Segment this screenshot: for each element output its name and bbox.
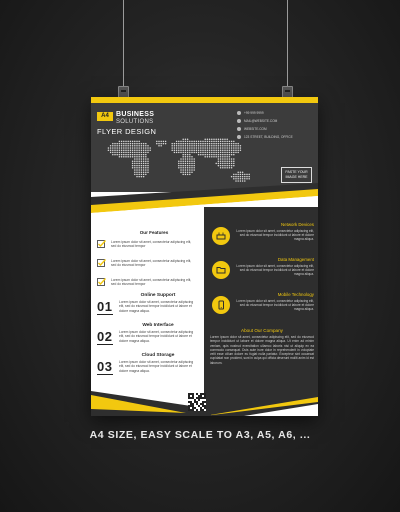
- hanging-wire-left: [123, 0, 124, 90]
- checkbox-check-icon: [97, 259, 106, 267]
- hanging-wire-right: [287, 0, 288, 90]
- contact-mail: [237, 117, 293, 125]
- qr-code: [188, 393, 206, 411]
- contact-web: [237, 125, 293, 133]
- photo-placeholder-line2: IMAGE HERE: [285, 175, 308, 179]
- service-number: 02: [97, 329, 113, 344]
- number-underline: [97, 374, 113, 375]
- service-number: 01: [97, 299, 113, 314]
- service-text: Lorem ipsum dolor sit amet, consectetur adipiscing elit, sed do eiusmod tempor incididunt ut labore et dolore magna aliqua.: [119, 360, 194, 373]
- mobile-text: Lorem ipsum dolor sit amet, consectetur adipiscing elit, sed do eiusmod tempor incididunt ut labore et dolore magna aliqua.: [236, 299, 314, 312]
- number-underline: [97, 344, 113, 345]
- network-text: Lorem ipsum dolor sit amet, consectetur adipiscing elit, sed do eiusmod tempor incididunt ut labore et dolore magna aliqua.: [236, 229, 314, 242]
- features-title-word: Features: [149, 230, 169, 235]
- contact-text: +99 999 9999: [244, 111, 264, 115]
- mobile-title: Mobile Technology: [277, 292, 314, 297]
- checkbox-check-icon: [97, 240, 106, 248]
- mobile-icon: [212, 296, 230, 314]
- features-title: [119, 230, 189, 235]
- brand-line-3: FLYER DESIGN: [97, 127, 157, 136]
- network-title: Network Devices: [281, 222, 314, 227]
- data-title: Data Management: [277, 257, 314, 262]
- about-title: About Our Company: [241, 328, 283, 333]
- phone-icon: [237, 111, 241, 115]
- header-accent-bar: [91, 97, 318, 103]
- right-panel: [204, 207, 318, 416]
- contact-text: WEBSITE.COM: [244, 127, 267, 131]
- contact-text: MAIL@WEBSITE.COM: [244, 119, 278, 123]
- about-text: Lorem ipsum dolor sit amet, consectetur adipiscing elit, sed do eiusmod tempor incididunt ut labore et dolore magna aliqua. Ut enim ad minim veniam, quis nostrud exercitation ullamco laboris nisi ut aliquip ex ea commodo consequat. Duis aute irure dolor in reprehenderit in voluptate velit esse cillum dolore eu fugiat nulla pariatur. Excepteur sint occaecat cupidatat non proident, sunt in culpa qui officia deserunt mollit anim id est laborum.: [210, 335, 314, 365]
- a4-badge: A4: [97, 112, 113, 121]
- checkbox-check-icon: [97, 278, 106, 286]
- service-text: Lorem ipsum dolor sit amet, consectetur adipiscing elit, sed do eiusmod tempor incididunt ut labore et dolore magna aliqua.: [119, 330, 194, 343]
- right-bottom-deco: [204, 389, 318, 416]
- globe-icon: [237, 127, 241, 131]
- brand-line-1: BUSINESS: [116, 111, 155, 118]
- feature-text: Lorem ipsum dolor sit amet, consectetur adipiscing elit, sed do eiusmod tempor: [111, 240, 192, 249]
- features-title-prefix: Our: [139, 230, 148, 235]
- service-title: Online Support: [140, 293, 176, 298]
- feature-text: Lorem ipsum dolor sit amet, consectetur adipiscing elit, sed do eiusmod tempor: [111, 278, 192, 287]
- mail-icon: [237, 119, 241, 123]
- photo-placeholder: [281, 167, 312, 183]
- router-icon: [212, 227, 230, 245]
- service-number: 03: [97, 359, 113, 374]
- size-caption: A4 SIZE, EASY SCALE TO A3, A5, A6, ...: [89, 429, 311, 441]
- service-text: Lorem ipsum dolor sit amet, consectetur adipiscing elit, sed do eiusmod tempor incididunt ut labore et dolore magna aliqua.: [119, 300, 194, 313]
- feature-text: Lorem ipsum dolor sit amet, consectetur adipiscing elit, sed do eiusmod tempor: [111, 259, 192, 268]
- data-text: Lorem ipsum dolor sit amet, consectetur adipiscing elit, sed do eiusmod tempor incididunt ut labore et dolore magna aliqua.: [236, 264, 314, 277]
- service-title: Cloud Storage: [141, 353, 175, 358]
- contact-phone: [237, 109, 293, 117]
- flyer-header: [91, 97, 318, 192]
- number-underline: [97, 314, 113, 315]
- photo-placeholder-line1: PASTE YOUR: [285, 170, 308, 174]
- folder-icon: [212, 261, 230, 279]
- service-title: Web Interface: [142, 323, 174, 328]
- brand-line-2: SOLUTIONS: [116, 119, 154, 125]
- flyer-poster: [91, 97, 318, 416]
- contact-text: 123 STREET, BUILDING, OFFICE: [244, 135, 293, 139]
